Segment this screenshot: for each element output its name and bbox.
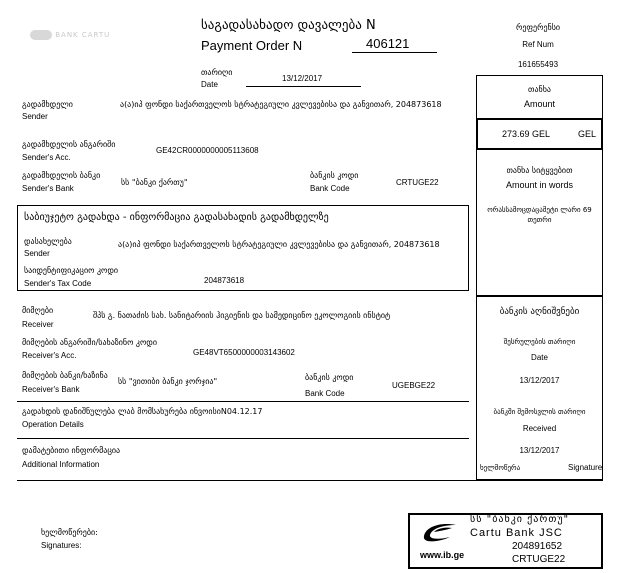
date-label-ka: თარიღი bbox=[201, 68, 233, 77]
additional-label-en: Additional Information bbox=[22, 460, 100, 469]
sender-bank-label-en: Sender's Bank bbox=[22, 184, 74, 193]
receiver-bank-label-en: Receiver's Bank bbox=[22, 385, 80, 394]
operation-label-ka: გადახდის დანიშნულება bbox=[22, 407, 116, 416]
exec-date-value: 13/12/2017 bbox=[519, 376, 560, 385]
amount-words-value-2: თეთრი bbox=[527, 216, 552, 224]
operation-divider bbox=[17, 438, 469, 439]
additional-label-ka: დამატებითი ინფორმაცია bbox=[22, 446, 121, 455]
receiver-label-ka: მიმღები bbox=[22, 306, 54, 315]
receiver-bank-code-value: UGEBGE22 bbox=[392, 381, 436, 390]
receiver-bank-code-label-en: Bank Code bbox=[305, 389, 345, 398]
budget-sender-value: ა(ა)იპ ფონდი საქართველოს სტრატეგიული კვლევებისა და განვითარ, 204873618 bbox=[118, 240, 440, 249]
amount-words-value-1: ორასსამოცდაცამეტი ლარი 69 bbox=[487, 206, 592, 214]
bottom-divider bbox=[17, 480, 603, 481]
amount-label-ka: თანხა bbox=[528, 85, 551, 94]
budget-tax-label-en: Sender's Tax Code bbox=[24, 279, 92, 288]
sender-acc-label-en: Sender's Acc. bbox=[22, 153, 71, 162]
stamp-name-en: Cartu Bank JSC bbox=[470, 527, 563, 539]
signature-label-ka: ხელმოწერა bbox=[480, 464, 521, 472]
budget-title: საბიუჯეტო გადახდა - ინფორმაცია გადასახადის გადამხდელზე bbox=[24, 212, 329, 223]
logo-icon bbox=[30, 30, 52, 40]
sender-acc-label-ka: გადამხდელის ანგარიში bbox=[22, 140, 116, 149]
receiver-acc-label-en: Receiver's Acc. bbox=[22, 351, 77, 360]
stamp-code: 204891652 bbox=[512, 541, 563, 552]
sender-label-ka: გადამხდელი bbox=[22, 100, 73, 109]
budget-sender-label-en: Sender bbox=[24, 249, 50, 258]
operation-value: ლაბ მომსახურება ინვოისიN04.12.17 bbox=[118, 407, 263, 416]
ref-value: 161655493 bbox=[517, 60, 559, 69]
budget-tax-label-ka: საიდენტიფიკაციო კოდი bbox=[24, 266, 119, 275]
title-en: Payment Order N bbox=[201, 38, 303, 53]
signature-label-en: Signature bbox=[568, 463, 603, 472]
signatures-label-ka: ხელმოწერები: bbox=[41, 528, 98, 537]
title-ka: საგადასახადო დავალება N bbox=[201, 18, 376, 33]
ref-label-ka: რეფერენსი bbox=[515, 23, 561, 32]
logo-text: BANK CARTU bbox=[55, 31, 111, 39]
bank-notes-title: ბანკის აღნიშვნები bbox=[499, 307, 580, 317]
budget-sender-label-ka: დასახელება bbox=[24, 237, 72, 246]
receiver-label-en: Receiver bbox=[22, 320, 54, 329]
amount-label-en: Amount bbox=[523, 99, 556, 109]
received-label-ka: ბანკში შემოსვლის თარიღი bbox=[493, 408, 586, 416]
amount-value: 273.69 GEL bbox=[502, 129, 551, 139]
order-number: 406121 bbox=[366, 36, 410, 51]
stamp-swift: CRTUGE22 bbox=[512, 554, 566, 565]
exec-date-label-en: Date bbox=[531, 353, 548, 362]
sender-value: ა(ა)იპ ფონდი საქართველოს სტრატეგიული კვლევებისა და განვითარ, 204873618 bbox=[120, 100, 442, 109]
stamp-name-ka: სს "ბანკი ქართუ" bbox=[470, 514, 570, 525]
date-label-en: Date bbox=[201, 80, 218, 89]
date-value: 13/12/2017 bbox=[282, 74, 323, 83]
receiver-bank-value: სს "ვითიბი ბანკი ჯორჯია" bbox=[118, 377, 218, 386]
sender-bank-value: სს "ბანკი ქართუ" bbox=[121, 178, 188, 187]
exec-date-label-ka: შესრულების თარიღი bbox=[503, 338, 576, 346]
sender-bank-code-label-en: Bank Code bbox=[310, 184, 350, 193]
sender-bank-label-ka: გადამხდელის ბანკი bbox=[22, 171, 101, 180]
ref-label-en: Ref Num bbox=[522, 40, 554, 49]
operation-label-en: Operation Details bbox=[22, 420, 84, 429]
amount-currency: GEL bbox=[578, 129, 597, 139]
order-number-underline bbox=[352, 52, 437, 53]
sender-bank-code-value: CRTUGE22 bbox=[396, 178, 439, 187]
received-label-en: Received bbox=[522, 424, 557, 433]
sender-acc-value: GE42CR0000000005113608 bbox=[156, 146, 259, 155]
sender-bank-code-label-ka: ბანკის კოდი bbox=[310, 171, 359, 180]
date-underline bbox=[246, 86, 361, 87]
signatures-label-en: Signatures: bbox=[41, 541, 82, 550]
budget-tax-value: 204873618 bbox=[204, 276, 245, 285]
amount-words-label-ka: თანხა სიტყვებით bbox=[506, 166, 573, 175]
bank-logo bbox=[30, 30, 110, 40]
receiver-bank-code-label-ka: ბანკის კოდი bbox=[305, 373, 354, 382]
sender-label-en: Sender bbox=[22, 112, 48, 121]
receiver-acc-label-ka: მიმღების ანგარიში/სახაზინო კოდი bbox=[22, 338, 157, 347]
received-value: 13/12/2017 bbox=[519, 446, 560, 455]
receiver-bank-label-ka: მიმღების ბანკი/ხაზინა bbox=[22, 371, 108, 380]
stamp-logo-icon bbox=[420, 520, 460, 548]
stamp-website: www.ib.ge bbox=[420, 550, 465, 560]
amount-words-label-en: Amount in words bbox=[505, 180, 574, 190]
receiver-acc-value: GE48VT6500000003143602 bbox=[193, 348, 295, 357]
receiver-value: შპს გ. ნათაძის სახ. სანიტარიის ჰიგიენის და სამედიცინო ეკოლოგიის ინსტიტ bbox=[93, 311, 391, 320]
receiver-divider bbox=[17, 401, 469, 402]
